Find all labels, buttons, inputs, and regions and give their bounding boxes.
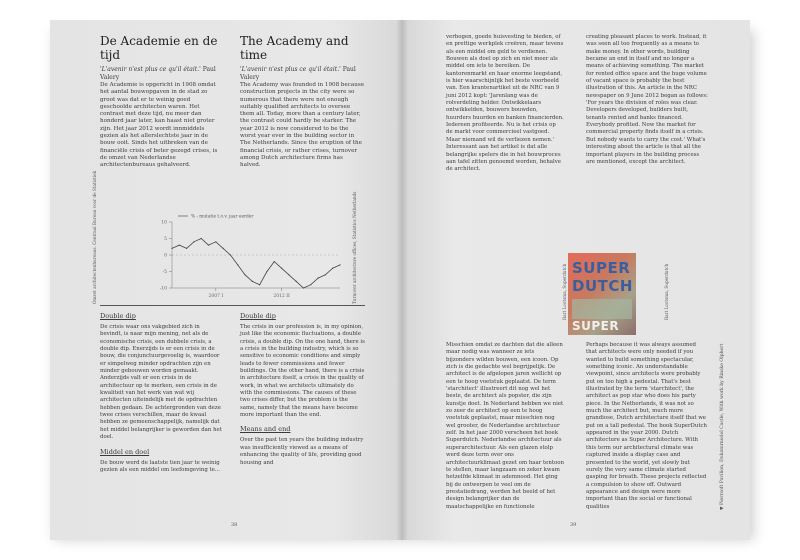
cover-word-dutch: DUTCH xyxy=(572,277,633,295)
data-point xyxy=(281,268,282,269)
column-english-top xyxy=(240,34,365,170)
data-point xyxy=(274,261,275,262)
cover-band xyxy=(572,299,632,319)
image-credit-right: Bart Lootsma, Superdutch xyxy=(664,263,669,320)
chart-source-label-left: Omzet architectenbureaus. Centraal Bureau voor de Statistiek xyxy=(92,170,97,304)
data-point xyxy=(339,264,340,265)
y-tick-label: -5 xyxy=(162,270,167,275)
data-point xyxy=(288,274,289,275)
page-number-left: 38 xyxy=(231,522,238,528)
quote-dutch: 'L'avenir n'est plus ce qu'il était.' Paul Valery xyxy=(100,66,216,81)
x-tick-label: 2012 II xyxy=(273,294,290,299)
data-point xyxy=(201,238,202,239)
column-dutch-bottom xyxy=(100,312,222,474)
title-english: The Academy and time xyxy=(240,34,349,62)
section-divider xyxy=(100,305,365,306)
data-point xyxy=(252,281,253,282)
image-credit-left: Bart Lootsma, Superdutch xyxy=(562,263,567,320)
book-gutter xyxy=(396,20,408,540)
open-magazine xyxy=(50,20,750,540)
body2-dutch: De bouw werd de laatste tien jaar te weinig gezien als een middel om leefomgeving te... xyxy=(100,459,220,473)
column-english-right-top xyxy=(586,34,708,166)
data-point xyxy=(215,241,216,242)
quote-english: 'L'avenir n'est plus ce qu'il était.' Paul Valery xyxy=(240,66,356,81)
body2-english: Over the past ten years the building industry was insufficiently viewed as a means of enhancing the quality of life, providing good housing and xyxy=(240,437,364,466)
column-dutch-right-top xyxy=(446,34,564,174)
data-point xyxy=(266,271,267,272)
page-number-right: 39 xyxy=(570,522,577,528)
body-bottom-english: Perhaps because it was always assumed that architects were only needed if you wanted to build something spectacular, something iconic. An understandable viewpoint, since architects were probably put on too high a pedestal. That's best illustrated by the term 'starchitect', the architect as pop star who does his party piece. In the Netherlands, it was not so much the architect but, much more grandiose, Dutch architecture itself that we put on a tall pedestal. The book SuperDutch appeared in the year 2000. Dutch architecture as Super Architecture. With this term our architectural climate was captured inside a display case and presented to the world, yet slowly but surely the very same climate started gasping for breath. These projects reflected a compulsion to show off. Outward appearance and design were more important than the social or functional qualities xyxy=(586,342,708,510)
body-dutch: De crisis waar ons vakgebied zich in bevindt, is naar mijn mening, net als de economische crisis, een dubbele crisis, a double dip. Enerzijds is er een crisis in de bouw, die conjunctuurgevoelig is, waardoor er simpelweg minder opdrachten zijn en minder gebouwen worden gemaakt. Anderzijds valt er een crisis in de architectuur op te merken, een crisis in de kwaliteit van het werk van wat wij architecten uiteindelijk met de opdrachten hebben gedaan. De achtergronden van deze twee crises verschillen, maar de kwaal hebben ze gemeenschappelijk, namelijk dat het middel belangrijker is geworden dan het doel. xyxy=(100,324,222,441)
superdutch-book-cover xyxy=(568,253,636,335)
column-english-right-bottom xyxy=(586,342,708,511)
subhead-double-dip-en: Double dip xyxy=(240,312,276,320)
data-point xyxy=(230,254,231,255)
subhead-double-dip-nl: Double dip xyxy=(100,312,136,320)
y-tick-label: 10 xyxy=(161,220,167,226)
column-dutch-right-bottom xyxy=(446,342,564,511)
column-english-bottom xyxy=(240,312,365,467)
data-point xyxy=(296,281,297,282)
data-point xyxy=(317,278,318,279)
body-english: The crisis in our profession is, in my opinion, just like the economic fluctuations, a double crisis, a double dip. On the one hand, there is a crisis in the building industry, which is so sensitive to economic conditions and simply leads to fewer commissions and fewer buildings. On the other hand, there is a crisis in architecture itself, a crisis in the quality of work, in what we architects ultimately do with the commissions. The causes of these two crises differ, but the problem is the same, namely that the means have become more important than the end. xyxy=(240,324,365,419)
subhead-means-end: Means and end xyxy=(240,425,291,434)
y-tick-label: -10 xyxy=(159,286,167,292)
right-page xyxy=(402,20,750,540)
intro-english: The Academy was founded in 1908 because construction projects in the city were so numerous that there were not enough suitably qualified architects to oversee them all. Today, more than a century later, the contrast could hardly be starker. The year 2012 is now considered to be the worst year ever in the building sector in The Netherlands. Since the eruption of the financial crisis, or rather crises, turnover among Dutch architecture firms has halved. xyxy=(240,82,365,169)
body-bottom-dutch: Misschien omdat ze dachten dat die alleen maar nodig was wanneer ze iets bijzonders wilden bouwen, een icoon. Op zich is die gedachte wel begrijpelijk. De architect is de afgelopen jaren wellicht op een te hoog voetstuk geplaatst. De term 'starchitect' illustreert dit nog wel het beste, de architect als popster, die zijn kunstje doet. In Nederland hebben we niet zo zeer de architect op een te hoog voetstuk geplaatst, maar misschien nog wel grooter, de Nederlandse architectuur zelf. In het jaar 2000 verscheen het boek Superdutch. Nederlandse architectuur als superarchitectuur. Als een glazen stolp werd deze term over ons architectuurklimaat gezet om haar tentoon te stellen, maar langzaam en zeker kwam hetzelfde klimaat in ademnood. Het ging bij de ontwerpen te veel om de prestatiedrang, werden het beeld of het design belangrijker dan de maatschappelijke en functionele xyxy=(446,342,564,510)
data-point xyxy=(208,245,209,246)
cover-word-super: SUPER xyxy=(572,259,631,277)
body-top-english: creating pleasant places to work. Instead, it was seen all too frequently as a means to make money. In other words, building became an end in itself and no longer a means of achieving something. The market for rented office space and the huge volume of vacant space is probably the best illustration of this. An article in the NRC newspaper on 9 June 2012 began as follows: 'For years the division of roles was clear. Developers developed, builders built, tenants rented and banks financed. Everybody profited. Now the market for commercial property finds itself in a crisis. But nobody wants to carry the cost.' What's interesting about the article is that all the important players in the building process are mentioned, except the architect. xyxy=(586,34,708,165)
side-caption: ▼ Pierrsoft Pavilion, Dukomrnodel Castle, With work by Rinske Olphert xyxy=(720,343,725,510)
data-point xyxy=(179,245,180,246)
series-line xyxy=(172,239,340,289)
chart-source-label-right: Turnover architecture offices, Statistics Netherlands xyxy=(352,191,357,304)
data-point xyxy=(186,248,187,249)
data-point xyxy=(223,248,224,249)
data-point xyxy=(332,268,333,269)
data-point xyxy=(259,284,260,285)
data-point xyxy=(193,241,194,242)
y-tick-label: 0 xyxy=(164,253,167,259)
data-point xyxy=(325,274,326,275)
data-point xyxy=(310,284,311,285)
subhead-middel-doel: Middel en doel xyxy=(100,447,150,456)
body-top-dutch: verbogen, goede huisvesting te bieden, of en prettige werkplek creëren, maar tevens als een middel om geld te verdienen. Bouwen als doel op zich en niet meer als middel om iets te bereiken. De kantorenmarkt en haar enorme leegstand, is hier waarschijnlijk het beste voorbeeld van. Een krantenartikel uit de NRC van 9 juni 2012 kopt: 'Jarenlang was de rolverdeling helder. Ontwikkelaars ontwikkelden, bouwers bouwden, huurders huurden en banken financierden. Iedereen profiteerde. Nu is het crisis op de markt voor commercieel vastgoed. Maar niemand wil de verliezen nemen.' Interessant aan het artikel is dat alle belangrijke spelers die in het bouwproces aan tafel zitten genoemd worden, behalve de architect. xyxy=(446,34,564,173)
left-page xyxy=(50,20,402,540)
column-dutch-top xyxy=(100,34,220,170)
legend-label: % - mutatie t.o.v. jaar eerder xyxy=(191,214,254,220)
data-point xyxy=(171,248,172,249)
line-chart xyxy=(90,208,360,308)
data-point xyxy=(237,264,238,265)
y-tick-label: 5 xyxy=(164,237,167,242)
x-tick-label: 2007 I xyxy=(208,294,224,299)
title-dutch: De Academie en de tijd xyxy=(100,34,218,62)
data-point xyxy=(244,274,245,275)
data-point xyxy=(303,287,304,288)
turnover-chart xyxy=(90,170,360,308)
intro-dutch: De Academie is opgericht in 1908 omdat het aantal bouwopgaven in de stad zo groot was dat er te weinig goed geschoolde architecten waren. Het contrast met deze tijd, nu meer dan honderd jaar later, kan haast niet groter zijn. Het jaar 2012 wordt innmiddels gezien als het allerslechtste jaar in de bouw ooit. Sinds het uitbreken van de financiële crisis of beter gezegd crises, is de omzet van Nederlandse architectenbureaus gehalveerd. xyxy=(100,82,218,169)
cover-word-super-bottom: SUPER xyxy=(572,319,620,333)
